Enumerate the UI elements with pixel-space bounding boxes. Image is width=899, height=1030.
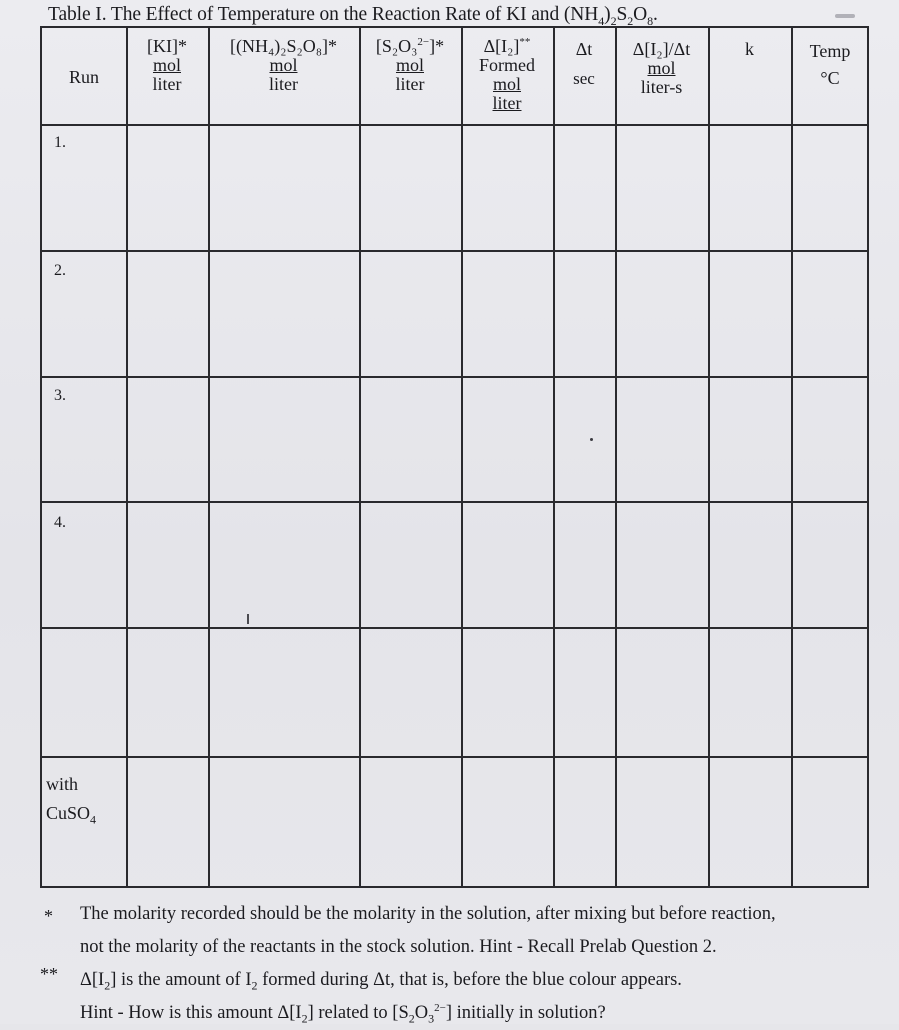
header-run: [42, 68, 126, 87]
title-sub: 8: [647, 13, 654, 28]
header-rate-unit-top: mol: [647, 58, 676, 78]
fn-part: ] is the amount of I: [110, 970, 252, 990]
header-thiosulfate-base: [S₂O₃: [375, 36, 418, 56]
title-sub: 4: [598, 13, 605, 28]
footnote-single-mark: *: [44, 906, 53, 926]
header-iodine-base: Δ[I₂]: [483, 36, 520, 56]
header-rate: [615, 40, 708, 97]
fn-sup: 2−: [434, 1001, 446, 1014]
row-label: 1.: [54, 134, 66, 151]
row-label: 3.: [54, 387, 66, 404]
pencil-tick: [247, 614, 249, 624]
header-ki-unit-bottom: liter: [152, 74, 182, 94]
title-text: .: [653, 4, 658, 25]
header-run-label: Run: [68, 67, 99, 87]
fn-sub: 2: [104, 978, 111, 993]
header-k: [708, 40, 791, 59]
fn-part: O: [414, 1003, 429, 1023]
row-label-with: with: [46, 774, 79, 794]
header-thiosulfate: [359, 37, 461, 94]
title-sub: 2: [610, 13, 617, 28]
header-temp: [791, 42, 869, 88]
header-ki: [126, 37, 208, 94]
footnotes: [40, 898, 894, 1030]
footnote-single-line-2: [44, 931, 894, 964]
header-iodine-unit-top: mol: [492, 74, 521, 94]
table-title: [48, 4, 658, 26]
footnote-double-line-1: [40, 964, 894, 997]
footnote-single-text-1: The molarity recorded should be the molarity in the solution, after mixing but before reaction,: [80, 904, 776, 924]
header-thiosulfate-unit-top: mol: [395, 55, 424, 75]
footnote-double-line-2: [44, 997, 894, 1030]
header-thiosulfate-charge: 2−: [417, 36, 430, 48]
fn-part: ] related to [S: [307, 1003, 409, 1023]
pencil-dot: [590, 438, 593, 441]
title-text: O: [633, 4, 648, 25]
row-label-cuso: CuSO: [46, 803, 91, 823]
ink-mark: [835, 14, 855, 18]
fn-sub: 2: [301, 1011, 308, 1026]
fn-sub: 3: [428, 1011, 435, 1026]
row-rule: [42, 627, 867, 629]
header-ki-label: [KI]*: [147, 36, 187, 56]
row-rule: [42, 376, 867, 378]
header-persulfate-label: [(NH₄)₂S₂O₈]*: [229, 36, 338, 56]
header-dt-unit: sec: [573, 69, 595, 88]
footnote-double-text-2: [80, 997, 606, 1030]
row-rule: [42, 124, 867, 126]
header-iodine-formed: Formed: [479, 55, 535, 75]
title-text: Table I. The Effect of Temperature on the Reaction Rate of KI and (NH: [48, 4, 599, 25]
header-ki-unit-top: mol: [152, 55, 181, 75]
fn-sub: 2: [251, 978, 258, 993]
title-sub: 2: [627, 13, 634, 28]
fn-part: Hint - How is this amount Δ[I: [80, 1003, 302, 1023]
row-rule: [42, 501, 867, 503]
row-label: 2.: [54, 262, 66, 279]
header-iodine-label: [461, 37, 553, 56]
header-thiosulfate-label: [359, 37, 461, 56]
header-persulfate: [208, 37, 359, 94]
header-rate-unit-bottom: liter-s: [640, 77, 683, 97]
fn-part: ] initially in solution?: [445, 1003, 606, 1023]
header-thiosulfate-unit-bottom: liter: [395, 74, 425, 94]
row-label-cuso4: [46, 770, 96, 828]
header-persulfate-unit-bottom: liter: [269, 74, 298, 94]
data-table: [40, 26, 869, 888]
title-text: S: [616, 4, 628, 25]
header-rate-label: Δ[I₂]/Δt: [632, 39, 691, 59]
row-label-cuso-sub: 4: [90, 812, 97, 827]
row-rule: [42, 756, 867, 758]
header-persulfate-unit-top: mol: [269, 55, 298, 75]
header-iodine-mark: **: [519, 36, 531, 48]
fn-part: Δ[I: [80, 970, 105, 990]
header-dt: [553, 40, 615, 88]
row-label: 4.: [54, 514, 66, 531]
header-iodine: [461, 37, 553, 113]
footnote-single-line-1: [44, 898, 894, 931]
fn-part: formed during Δt, that is, before the blue colour appears.: [257, 970, 682, 990]
header-thiosulfate-end: ]*: [429, 36, 445, 56]
header-temp-label: Temp: [809, 41, 851, 61]
title-text: ): [604, 4, 611, 25]
header-dt-label: Δt: [575, 39, 593, 59]
footnote-single-text-2: not the molarity of the reactants in the stock solution. Hint - Recall Prelab Question 2.: [80, 937, 717, 957]
footnote-double-text-1: [80, 964, 682, 997]
header-k-label: k: [745, 39, 754, 59]
header-iodine-unit-bottom: liter: [492, 93, 522, 113]
row-rule: [42, 250, 867, 252]
footnote-double-mark: **: [40, 964, 58, 984]
header-temp-unit: °C: [820, 68, 840, 88]
fn-sub: 2: [408, 1011, 415, 1026]
